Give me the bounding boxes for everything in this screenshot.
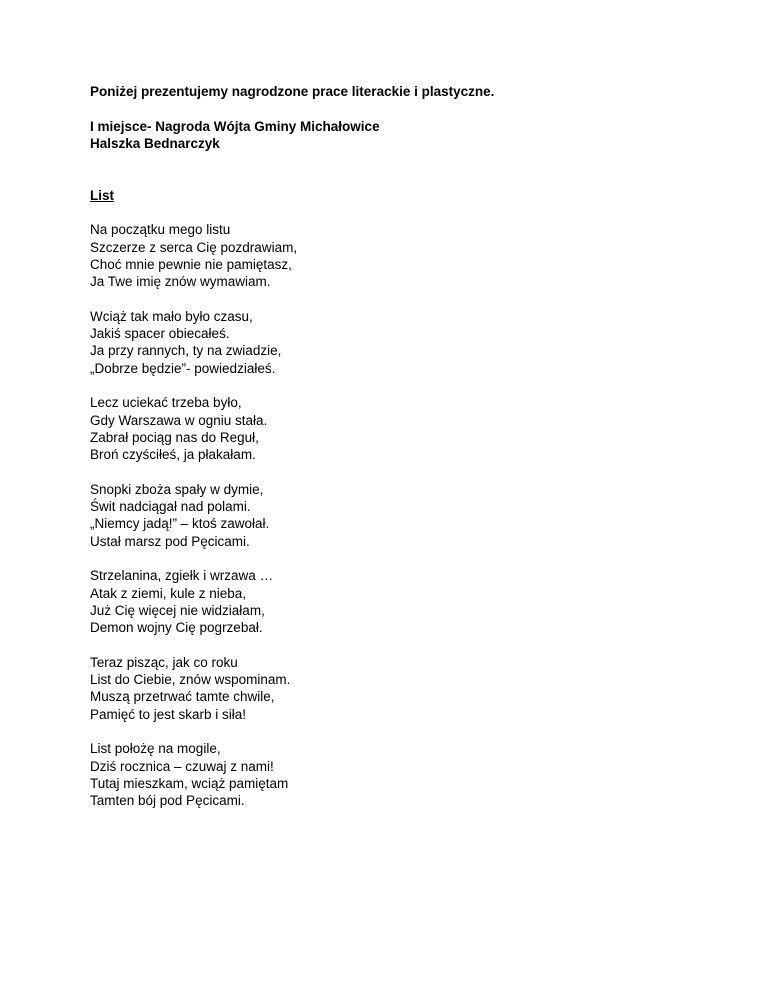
poem-line: List do Ciebie, znów wspominam. xyxy=(90,672,291,688)
poem-line: Lecz uciekać trzeba było, xyxy=(90,395,242,411)
poem-line: Tamten bój pod Pęcicami. xyxy=(90,793,245,809)
poem-line: Jakiś spacer obiecałeś. xyxy=(90,326,230,342)
poem-stanza xyxy=(90,308,730,377)
poem-line: Broń czyściłeś, ja płakałam. xyxy=(90,447,256,463)
spacer xyxy=(90,100,730,117)
poem-line: Świt nadciągał nad polami. xyxy=(90,499,251,515)
poem-line: Strzelanina, zgiełk i wrzawa … xyxy=(90,568,274,584)
spacer xyxy=(90,204,730,221)
poem-line: Atak z ziemi, kule z nieba, xyxy=(90,585,247,601)
award-place: I miejsce- Nagroda Wójta Gminy Michałowice xyxy=(90,118,380,134)
poem-title: List xyxy=(90,187,115,203)
poem-body xyxy=(90,221,730,809)
spacer xyxy=(90,152,730,187)
poem-line: Choć mnie pewnie nie pamiętasz, xyxy=(90,256,292,272)
intro-heading: Poniżej prezentujemy nagrodzone prace literackie i plastyczne. xyxy=(90,84,495,99)
poem-line: Muszą przetrwać tamte chwile, xyxy=(90,689,275,705)
poem-stanza xyxy=(90,481,730,550)
poem-line: Ustał marsz pod Pęcicami. xyxy=(90,533,250,549)
poem-line: Ja Twe imię znów wymawiam. xyxy=(90,274,271,290)
poem-line: „Dobrze będzie”- powiedziałeś. xyxy=(90,360,276,376)
poem-line: Już Cię więcej nie widziałam, xyxy=(90,602,265,618)
poem-line: Na początku mego listu xyxy=(90,222,231,238)
poem-line: Tutaj mieszkam, wciąż pamiętam xyxy=(90,775,289,791)
poem-line: Demon wojny Cię pogrzebał. xyxy=(90,620,263,636)
poem-line: Zabrał pociąg nas do Reguł, xyxy=(90,429,259,445)
poem-line: Szczerze z serca Cię pozdrawiam, xyxy=(90,239,298,255)
poem-line: „Niemcy jadą!” – ktoś zawołał. xyxy=(90,516,270,532)
award-author: Halszka Bednarczyk xyxy=(90,135,220,151)
poem-line: Snopki zboża spały w dymie, xyxy=(90,481,264,497)
poem-stanza xyxy=(90,567,730,636)
poem-line: Teraz pisząc, jak co roku xyxy=(90,654,238,670)
poem-line: Dziś rocznica – czuwaj z nami! xyxy=(90,758,274,774)
poem-line: Wciąż tak mało było czasu, xyxy=(90,308,253,324)
poem-stanza xyxy=(90,654,730,723)
poem-stanza xyxy=(90,221,730,290)
poem-line: Gdy Warszawa w ogniu stała. xyxy=(90,412,268,428)
poem-line: Pamięć to jest skarb i siła! xyxy=(90,706,247,722)
document-page xyxy=(90,83,730,827)
poem-stanza xyxy=(90,740,730,809)
poem-line: Ja przy rannych, ty na zwiadzie, xyxy=(90,343,282,359)
poem-line: List położę na mogile, xyxy=(90,741,221,757)
poem-stanza xyxy=(90,394,730,463)
